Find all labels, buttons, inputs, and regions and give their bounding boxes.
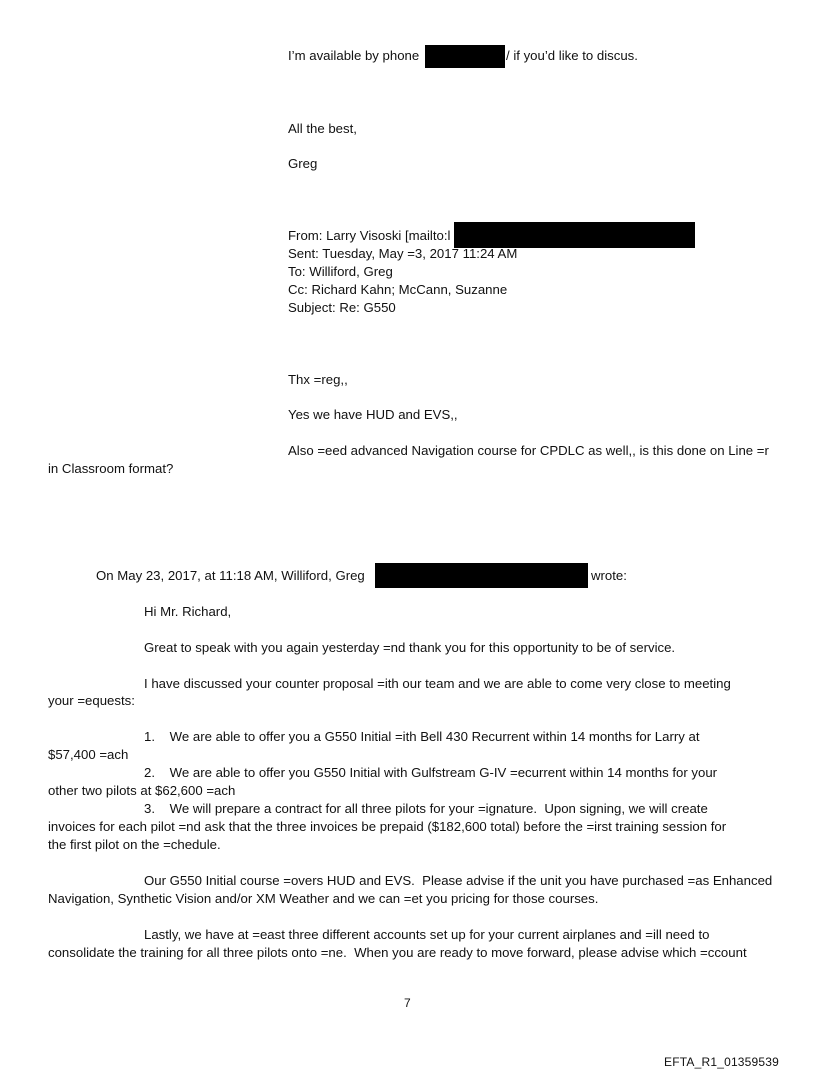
quoted-paragraph: Lastly, we have at =east three different accounts set up for your current airplanes and =ill need to [144,927,710,942]
quoted-paragraph: Navigation, Synthetic Vision and/or XM Weather and we can =et you pricing for those courses. [48,891,599,906]
signature: Greg [288,156,318,171]
closing: All the best, [288,121,357,136]
list-item: 1. We are able to offer you a G550 Initial =ith Bell 430 Recurrent within 14 months for Larry at [144,729,700,744]
quoted-paragraph: Our G550 Initial course =overs HUD and EVS. Please advise if the unit you have purchased =as Enhanced [144,873,773,888]
list-item: invoices for each pilot =nd ask that the three invoices be prepaid ($182,600 total) before the =irst training session for [48,819,727,834]
list-item: 2. We are able to offer you G550 Initial with Gulfstream G-IV =ecurrent within 14 months for your [144,765,718,780]
header-from: From: Larry Visoski [mailto:l [288,228,451,243]
quoted-greeting: Hi Mr. Richard, [144,604,232,619]
phone-line-text-after: / if you’d like to discus. [506,48,638,63]
list-item: other two pilots at $62,600 =ach [48,783,236,798]
list-item: 3. We will prepare a contract for all three pilots for your =ignature. Upon signing, we will create [144,801,708,816]
header-cc: Cc: Richard Kahn; McCann, Suzanne [288,282,508,297]
bates-number: EFTA_R1_01359539 [664,1055,780,1069]
reply-greeting: Thx =reg,, [288,372,348,387]
reply-line: Also =eed advanced Navigation course for CPDLC as well,, is this done on Line =r [288,443,769,458]
header-sent: Sent: Tuesday, May =3, 2017 11:24 AM [288,246,518,261]
header-to: To: Williford, Greg [288,264,393,279]
quoted-paragraph: Great to speak with you again yesterday =nd thank you for this opportunity to be of service. [144,640,676,655]
redaction-bar [425,45,505,68]
redaction-bar [375,563,588,588]
quoted-intro-after: wrote: [591,568,627,583]
reply-line: in Classroom format? [48,461,174,476]
quoted-paragraph: your =equests: [48,693,135,708]
page-number: 7 [404,996,411,1010]
quoted-intro: On May 23, 2017, at 11:18 AM, Williford, Greg [96,568,365,583]
quoted-paragraph: I have discussed your counter proposal =ith our team and we are able to come very close to meeting [144,676,731,691]
header-subject: Subject: Re: G550 [288,300,396,315]
reply-line: Yes we have HUD and EVS,, [288,407,458,422]
phone-line-text: I’m available by phone [288,48,420,63]
list-item: $57,400 =ach [48,747,129,762]
list-item: the first pilot on the =chedule. [48,837,221,852]
quoted-paragraph: consolidate the training for all three pilots onto =ne. When you are ready to move forward, please advise which =ccount [48,945,747,960]
